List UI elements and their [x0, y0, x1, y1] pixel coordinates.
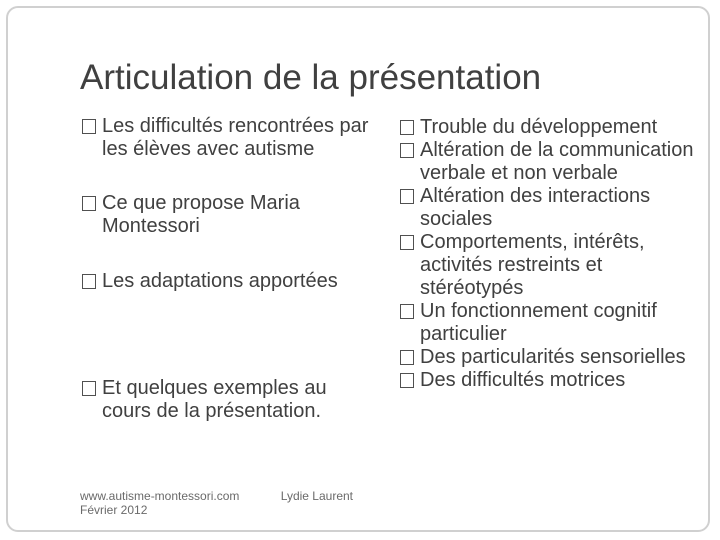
list-item: Comportements, intérêts, activités restreints et stéréotypés	[398, 231, 698, 300]
checkbox-bullet-icon	[400, 304, 414, 319]
footer-date: Février 2012	[80, 503, 148, 517]
checkbox-bullet-icon	[400, 120, 414, 135]
checkbox-bullet-icon	[400, 373, 414, 388]
list-item: Et quelques exemples au cours de la présentation.	[80, 377, 370, 423]
list-item: Altération des interactions sociales	[398, 185, 698, 231]
left-bullet-list	[80, 115, 370, 423]
footer-author: Lydie Laurent	[280, 489, 353, 503]
list-item: Altération de la communication verbale et non verbale	[398, 139, 698, 185]
list-item: Des difficultés motrices	[398, 369, 698, 392]
right-bullet-list	[398, 116, 698, 392]
list-item: Un fonctionnement cognitif particulier	[398, 300, 698, 346]
footer-url[interactable]: www.autisme-montessori.com	[80, 489, 240, 503]
checkbox-bullet-icon	[400, 350, 414, 365]
checkbox-bullet-icon	[400, 143, 414, 158]
list-item: Ce que propose Maria Montessori	[80, 192, 370, 238]
list-item: Les adaptations apportées	[80, 270, 370, 293]
checkbox-bullet-icon	[82, 274, 96, 289]
slide-title: Articulation de la présentation	[80, 58, 542, 97]
checkbox-bullet-icon	[82, 381, 96, 396]
list-item: Trouble du développement	[398, 116, 698, 139]
checkbox-bullet-icon	[82, 119, 96, 134]
checkbox-bullet-icon	[400, 189, 414, 204]
slide-footer	[80, 489, 380, 517]
checkbox-bullet-icon	[82, 196, 96, 211]
checkbox-bullet-icon	[400, 235, 414, 250]
list-item: Des particularités sensorielles	[398, 346, 698, 369]
list-item: Les difficultés rencontrées par les élèves avec autisme	[80, 115, 370, 161]
